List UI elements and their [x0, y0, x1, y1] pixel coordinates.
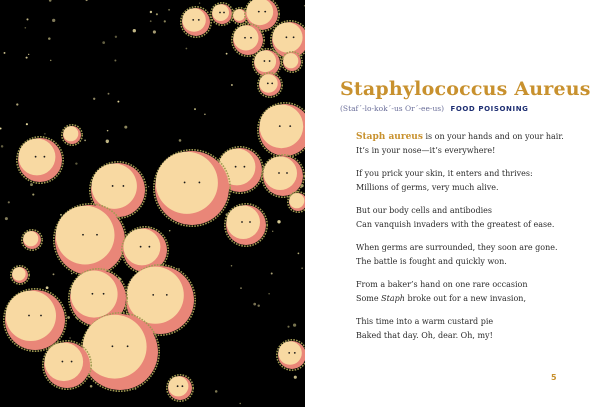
stanza — [356, 278, 596, 306]
germ-cell — [277, 340, 305, 370]
page-title: Staphylococcus Aureus — [340, 78, 591, 100]
lead-term: Staph aureus — [356, 132, 423, 142]
germ-cell — [225, 204, 267, 246]
stanza — [356, 167, 596, 195]
poem-text: broke out for a new invasion, — [404, 294, 526, 303]
poem-line: Can vanquish invaders with the greatest of ease. — [356, 220, 555, 229]
poem-line: But our body cells and antibodies — [356, 206, 492, 215]
germ-cluster — [4, 0, 305, 401]
stanza — [356, 315, 596, 343]
germ-cell — [262, 155, 304, 197]
poem-line: If you prick your skin, it enters and thrives: — [356, 169, 533, 178]
germ-cell — [232, 8, 248, 24]
germ-cell — [181, 7, 211, 37]
poem-line: Baked that day. Oh, dear. Oh, my! — [356, 331, 493, 340]
germ-cell — [258, 103, 305, 157]
germ-cell — [288, 192, 305, 212]
poem-line: From a baker’s hand on one rare occasion — [356, 280, 528, 289]
text-page — [305, 0, 610, 407]
stanza — [356, 204, 596, 232]
stanza — [356, 241, 596, 269]
poem-line — [356, 292, 596, 306]
topic-label: FOOD POISONING — [450, 105, 529, 113]
germ-cell — [17, 137, 63, 183]
poem-text: is on your hands and on your hair. — [422, 132, 564, 141]
germ-cell — [4, 289, 66, 351]
poem-line: This time into a warm custard pie — [356, 317, 494, 326]
poem-text: Some — [356, 294, 382, 303]
germ-cell — [167, 375, 193, 401]
subtitle — [340, 104, 529, 113]
italic-term: Staph — [381, 294, 405, 303]
germ-cell — [62, 125, 82, 145]
poem-line — [356, 130, 596, 144]
poem-line: Millions of germs, very much alive. — [356, 183, 499, 192]
poem-line: It’s in your nose—it’s everywhere! — [356, 146, 496, 155]
germ-cell — [211, 3, 233, 25]
poem-line: The battle is fought and quickly won. — [356, 257, 507, 266]
germ-cell — [258, 73, 282, 97]
page-number: 5 — [551, 373, 557, 382]
pronunciation: (Staf´-lo-kok´-us Or´-ee-us) — [340, 104, 445, 113]
germ-cell — [22, 230, 42, 250]
poem-line: When germs are surrounded, they soon are gone. — [356, 243, 558, 252]
stanza — [356, 130, 596, 158]
germ-cell — [43, 341, 91, 389]
germ-cell — [11, 266, 29, 284]
poem — [356, 130, 596, 352]
